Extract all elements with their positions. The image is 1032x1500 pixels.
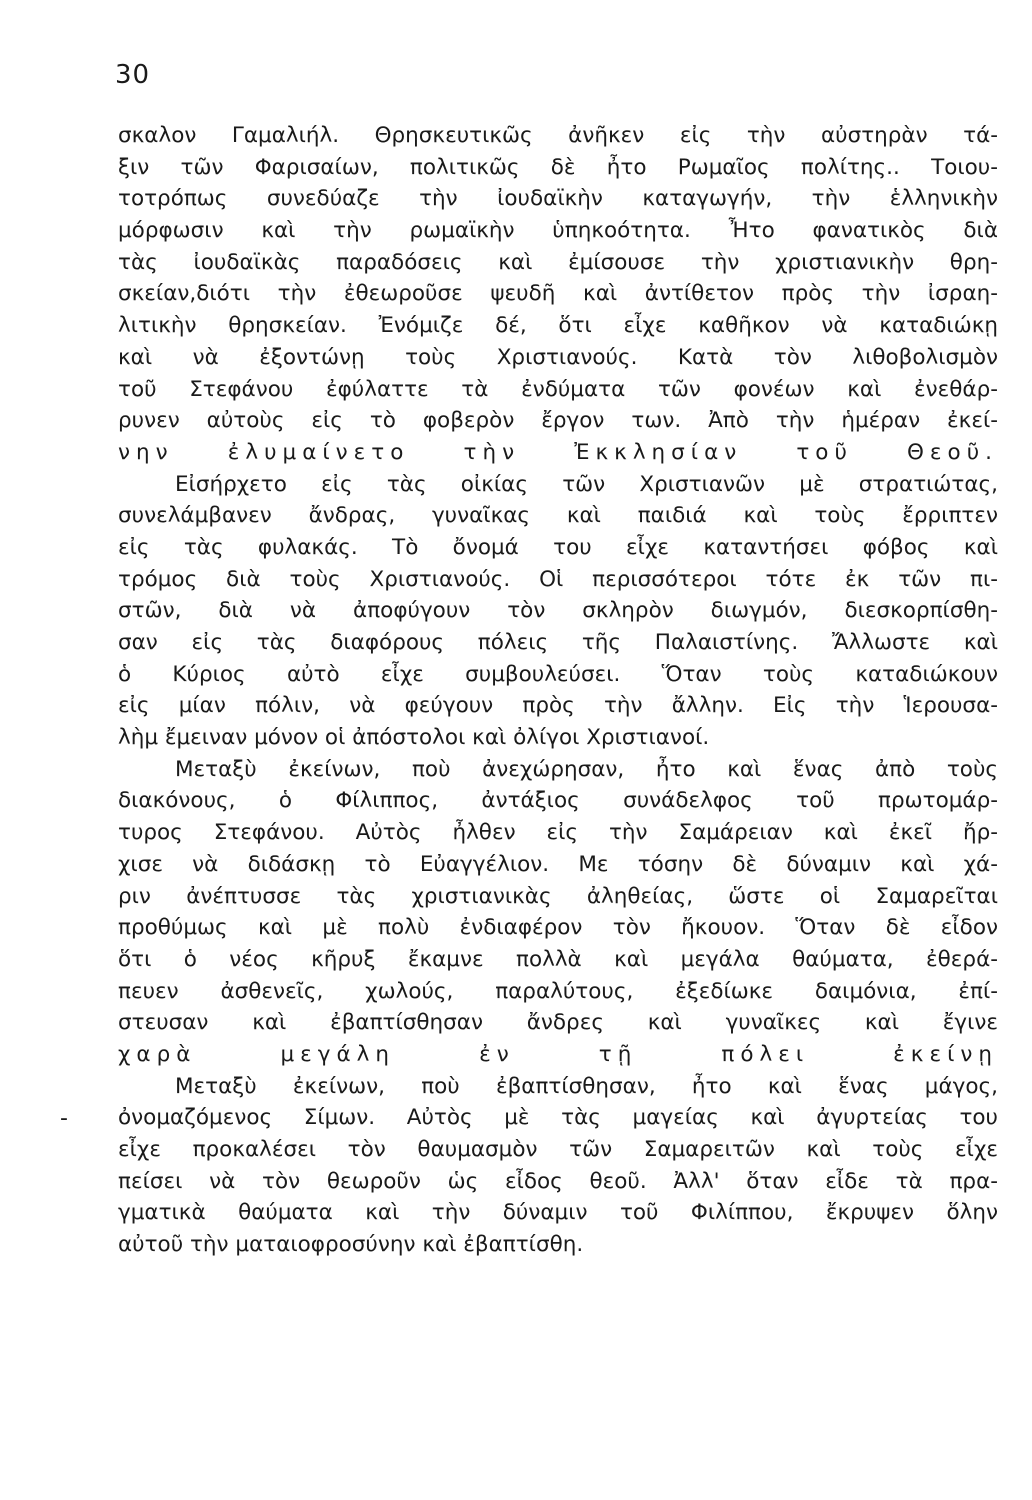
- text-line: τὰς ἰουδαϊκὰς παραδόσεις καὶ ἐμίσουσε τὴν χριστιανικὴν θρη-: [118, 249, 998, 275]
- text-line: τυρος Στεφάνου. Αὐτὸς ἦλθεν εἰς τὴν Σαμάρειαν καὶ ἐκεῖ ἤρ-: [118, 820, 998, 846]
- text-line: τρόμος διὰ τοὺς Χριστιανούς. Οἱ περισσότεροι τότε ἐκ τῶν πι-: [118, 566, 998, 592]
- text-line: σκαλον Γαμαλιήλ. Θρησκευτικῶς ἀνῆκεν εἰς τὴν αὐστηρὰν τά-: [118, 123, 998, 148]
- text-line: γματικὰ θαύματα καὶ τὴν δύναμιν τοῦ Φιλίππου, ἔκρυψεν ὅλην: [118, 1200, 998, 1226]
- text-line: ρυνεν αὐτοὺς εἰς τὸ φοβερὸν ἔργον των. Ἀπὸ τὴν ἡμέραν ἐκεί-: [118, 408, 998, 434]
- text-line: μόρφωσιν καὶ τὴν ρωμαϊκὴν ὑπηκοότητα. Ἦτο φανατικὸς διὰ: [118, 218, 998, 244]
- text-line: τοῦ Στεφάνου ἐφύλαττε τὰ ἐνδύματα τῶν φονέων καὶ ἐνεθάρ-: [118, 376, 998, 402]
- text-line: Μεταξὺ ἐκείνων, ποὺ ἀνεχώρησαν, ἦτο καὶ ἕνας ἀπὸ τοὺς: [175, 756, 998, 782]
- text-line: εἶχε προκαλέσει τὸν θαυμασμὸν τῶν Σαμαρειτῶν καὶ τοὺς εἶχε: [118, 1137, 998, 1162]
- margin-mark: -: [60, 1106, 68, 1131]
- text-line: καὶ νὰ ἐξοντώνῃ τοὺς Χριστιανούς. Κατὰ τὸν λιθοβολισμὸν: [118, 344, 998, 370]
- text-line: λὴμ ἔμειναν μόνον οἱ ἀπόστολοι καὶ ὀλίγοι Χριστιανοί.: [118, 725, 710, 751]
- text-line: αὐτοῦ τὴν ματαιοφροσύνην καὶ ἐβαπτίσθη.: [118, 1232, 584, 1258]
- text-line: πευεν ἀσθενεῖς, χωλούς, παραλύτους, ἐξεδίωκε δαιμόνια, ἐπί-: [118, 978, 998, 1004]
- text-line: τοτρόπως συνεδύαζε τὴν ἰουδαϊκὴν καταγωγήν, τὴν ἑλληνικὴν: [118, 186, 998, 212]
- text-line: εἰς μίαν πόλιν, νὰ φεύγουν πρὸς τὴν ἄλλην. Εἰς τὴν Ἱερουσα-: [118, 693, 998, 719]
- text-line: ὁ Κύριος αὐτὸ εἶχε συμβουλεύσει. Ὅταν τοὺς καταδιώκουν: [118, 661, 998, 687]
- body-text: [118, 120, 998, 1261]
- text-line: προθύμως καὶ μὲ πολὺ ἐνδιαφέρον τὸν ἤκουον. Ὅταν δὲ εἶδον: [118, 915, 998, 941]
- text-line: σκείαν,διότι τὴν ἐθεωροῦσε ψευδῆ καὶ ἀντίθετον πρὸς τὴν ἰσραη-: [118, 281, 998, 307]
- text-line: εἰς τὰς φυλακάς. Τὸ ὄνομά του εἶχε καταντήσει φόβος καὶ: [118, 534, 998, 560]
- text-line-emphasis: χαρὰ μεγάλη ἐν τῇ πόλει ἐκείνῃ: [118, 1041, 998, 1067]
- page-number: 30: [115, 60, 151, 90]
- text-line-emphasis: νην ἐλυμαίνετο τὴν Ἐκκλησίαν τοῦ Θεοῦ.: [118, 439, 998, 465]
- text-line: συνελάμβανεν ἄνδρας, γυναῖκας καὶ παιδιά καὶ τοὺς ἔρριπτεν: [118, 503, 998, 529]
- text-line: Μεταξὺ ἐκείνων, ποὺ ἐβαπτίσθησαν, ἦτο καὶ ἕνας μάγος,: [175, 1073, 998, 1099]
- text-line: ὅτι ὁ νέος κῆρυξ ἔκαμνε πολλὰ καὶ μεγάλα θαύματα, ἐθερά-: [118, 946, 998, 972]
- text-line: διακόνους, ὁ Φίλιππος, ἀντάξιος συνάδελφος τοῦ πρωτομάρ-: [118, 788, 998, 814]
- text-line: Εἰσήρχετο εἰς τὰς οἰκίας τῶν Χριστιανῶν μὲ στρατιώτας,: [175, 471, 998, 497]
- text-line: σαν εἰς τὰς διαφόρους πόλεις τῆς Παλαιστίνης. Ἄλλωστε καὶ: [118, 630, 998, 655]
- text-line: πείσει νὰ τὸν θεωροῦν ὡς εἶδος θεοῦ. Ἀλλ' ὅταν εἶδε τὰ πρα-: [118, 1168, 998, 1194]
- text-line: χισε νὰ διδάσκῃ τὸ Εὐαγγέλιον. Με τόσην δὲ δύναμιν καὶ χά-: [118, 851, 998, 877]
- text-line: ριν ἀνέπτυσσε τὰς χριστιανικὰς ἀληθείας, ὥστε οἱ Σαμαρεῖται: [118, 883, 998, 909]
- text-line: ὀνομαζόμενος Σίμων. Αὐτὸς μὲ τὰς μαγείας καὶ ἀγυρτείας του: [118, 1105, 998, 1131]
- text-line: ξιν τῶν Φαρισαίων, πολιτικῶς δὲ ἦτο Ρωμαῖος πολίτης.. Τοιου-: [118, 154, 998, 180]
- text-line: στῶν, διὰ νὰ ἀποφύγουν τὸν σκληρὸν διωγμόν, διεσκορπίσθη-: [118, 598, 998, 624]
- text-line: στευσαν καὶ ἐβαπτίσθησαν ἄνδρες καὶ γυναῖκες καὶ ἔγινε: [118, 1010, 998, 1036]
- text-line: λιτικὴν θρησκείαν. Ἐνόμιζε δέ, ὅτι εἶχε καθῆκον νὰ καταδιώκῃ: [118, 313, 998, 339]
